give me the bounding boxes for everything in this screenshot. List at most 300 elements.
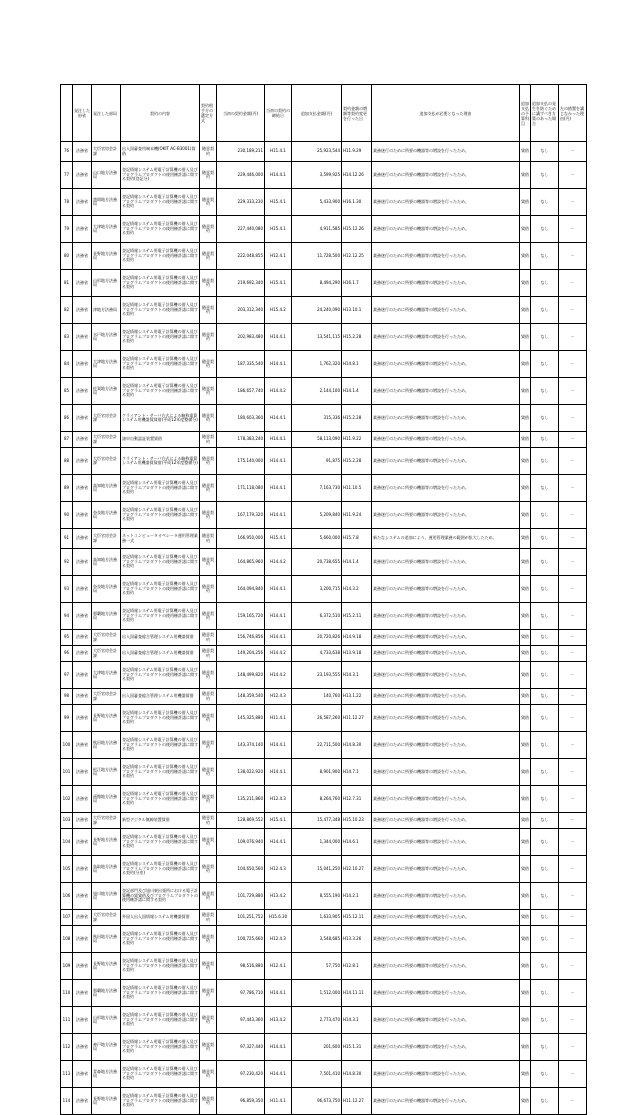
- clause-cell: なし: [531, 646, 559, 662]
- contents-cell: クライアント・サーバ方式による略称電算システム用機器賃貸借(平成12年度整備分): [121, 448, 200, 475]
- orderer-cell: 法務省: [73, 630, 92, 646]
- consider-cell: －: [559, 630, 587, 646]
- method-cell: 随意契約: [200, 189, 217, 216]
- table-row: [61, 405, 587, 432]
- orderer-cell: 法務省: [73, 243, 92, 270]
- method-cell: 随意契約: [200, 646, 217, 662]
- date-cell: H15.6.30: [265, 910, 292, 926]
- clause-cell: なし: [531, 270, 559, 297]
- change-date-cell: H16.1.30: [342, 189, 372, 216]
- office-cell: 長野地方法務局: [92, 243, 121, 270]
- consider-cell: －: [559, 549, 587, 576]
- consider-cell: －: [559, 1034, 587, 1061]
- contents-cell: 登記情報システム用電子計算機の借入及びプログラムプロダクトの使用権許諾に関する契約: [121, 576, 200, 603]
- reason-cell: 業務遂行のために所要の機器等の増設を行ったため。: [372, 953, 520, 980]
- orderer-cell: 法務省: [73, 270, 92, 297]
- table-row: [61, 502, 587, 529]
- clause-cell: なし: [531, 351, 559, 378]
- orderer-cell: 法務省: [73, 689, 92, 705]
- budget-cell: 貸借: [520, 646, 531, 662]
- amount-cell: 164,865,960: [217, 549, 265, 576]
- change-date-cell: H13.3.26: [342, 926, 372, 953]
- consider-cell: －: [559, 926, 587, 953]
- clause-cell: なし: [531, 759, 559, 786]
- amount-cell: 227,440,080: [217, 216, 265, 243]
- table-row: [61, 759, 587, 786]
- date-cell: H14.4.1: [265, 576, 292, 603]
- budget-cell: 貸借: [520, 502, 531, 529]
- consider-cell: －: [559, 646, 587, 662]
- method-cell: 随意契約: [200, 689, 217, 705]
- budget-cell: 貸借: [520, 813, 531, 829]
- contents-cell: 登記情報システム用電子計算機の借入及びプログラムプロダクトの使用権許諾に関する契約: [121, 216, 200, 243]
- orderer-cell: 法務省: [73, 603, 92, 630]
- method-cell: 随意契約: [200, 813, 217, 829]
- change-date-cell: H11.9.29: [342, 142, 372, 162]
- date-cell: H13.4.2: [265, 1007, 292, 1034]
- table-body: [61, 142, 587, 1115]
- add-amount-cell: 22,711,500: [292, 732, 342, 759]
- amount-cell: 128,869,552: [217, 813, 265, 829]
- contents-cell: 登記情報システム用電子計算機の借入及びプログラムプロダクトの使用権許諾に関する契約: [121, 662, 200, 689]
- row-number: 96: [61, 646, 73, 662]
- add-amount-cell: 2,144,100: [292, 378, 342, 405]
- budget-cell: 貸借: [520, 856, 531, 883]
- row-number: 103: [61, 813, 73, 829]
- orderer-cell: 法務省: [73, 1034, 92, 1061]
- orderer-cell: 法務省: [73, 432, 92, 448]
- change-date-cell: H12.7.31: [342, 786, 372, 813]
- change-date-cell: H14.6.1: [342, 829, 372, 856]
- date-cell: H11.4.1: [265, 705, 292, 732]
- contents-cell: 登記情報システム用電子計算機の借入及びプログラムプロダクトの使用権許諾に関する契約: [121, 829, 200, 856]
- table-row: [61, 576, 587, 603]
- budget-cell: 貸借: [520, 216, 531, 243]
- date-cell: H14.4.1: [265, 432, 292, 448]
- reason-cell: 業務遂行のために所要の機器等の増設を行ったため。: [372, 405, 520, 432]
- consider-cell: －: [559, 980, 587, 1007]
- table-row: [61, 1034, 587, 1061]
- change-date-cell: H12.8.1: [342, 953, 372, 980]
- orderer-cell: 法務省: [73, 216, 92, 243]
- table-row: [61, 1088, 587, 1115]
- office-cell: 秋田地方法務局: [92, 732, 121, 759]
- row-number: 93: [61, 576, 73, 603]
- change-date-cell: H13.1.22: [342, 689, 372, 705]
- reason-cell: 業務遂行のために所要の機器等の増設を行ったため。: [372, 786, 520, 813]
- header-reason: 追加支払が必要となった理由: [372, 85, 520, 142]
- clause-cell: なし: [531, 926, 559, 953]
- add-amount-cell: 3,599,925: [292, 162, 342, 189]
- add-amount-cell: 15,041,250: [292, 856, 342, 883]
- change-date-cell: H14.3.2: [342, 576, 372, 603]
- amount-cell: 171,118,080: [217, 475, 265, 502]
- office-cell: 大津地方法務局: [92, 351, 121, 378]
- budget-cell: 貸借: [520, 432, 531, 448]
- amount-cell: 203,312,340: [217, 297, 265, 324]
- row-number: 111: [61, 1007, 73, 1034]
- contents-cell: 登記情報システム用電子計算機の借入及びプログラムプロダクトの使用権許諾に関する契約: [121, 786, 200, 813]
- method-cell: 随意契約: [200, 432, 217, 448]
- reason-cell: 業務遂行のために所要の機器等の増設を行ったため。: [372, 829, 520, 856]
- reason-cell: 業務遂行のために所要の機器等の増設を行ったため。: [372, 1034, 520, 1061]
- table-row: [61, 813, 587, 829]
- table-row: [61, 142, 587, 162]
- amount-cell: 159,165,720: [217, 603, 265, 630]
- date-cell: H12.4.3: [265, 926, 292, 953]
- date-cell: H12.4.3: [265, 689, 292, 705]
- reason-cell: 業務遂行のために所要の機器等の増設を行ったため。: [372, 926, 520, 953]
- budget-cell: 貸借: [520, 603, 531, 630]
- table-row: [61, 378, 587, 405]
- row-number: 101: [61, 759, 73, 786]
- clause-cell: なし: [531, 953, 559, 980]
- method-cell: 随意契約: [200, 378, 217, 405]
- office-cell: 長野地方法務局: [92, 1088, 121, 1115]
- amount-cell: 187,335,540: [217, 351, 265, 378]
- table-row: [61, 926, 587, 953]
- date-cell: H13.4.2: [265, 883, 292, 910]
- row-number: 88: [61, 448, 73, 475]
- add-amount-cell: 1,762,320: [292, 351, 342, 378]
- orderer-cell: 法務省: [73, 549, 92, 576]
- amount-cell: 229,446,000: [217, 162, 265, 189]
- method-cell: 随意契約: [200, 980, 217, 1007]
- add-amount-cell: 315,336: [292, 405, 342, 432]
- consider-cell: －: [559, 324, 587, 351]
- contract-table: [60, 84, 587, 1115]
- clause-cell: なし: [531, 732, 559, 759]
- date-cell: H14.4.1: [265, 980, 292, 1007]
- clause-cell: なし: [531, 142, 559, 162]
- method-cell: 随意契約: [200, 324, 217, 351]
- date-cell: H11.4.1: [265, 1088, 292, 1115]
- consider-cell: －: [559, 1088, 587, 1115]
- add-amount-cell: 6,372,510: [292, 603, 342, 630]
- contents-cell: 登記情報システム用電子計算機の借入及びプログラムプロダクトの使用権許諾に関する契約: [121, 243, 200, 270]
- contents-cell: 登記情報システム用電子計算機の借入及びプログラムプロダクトの使用権許諾に関する契約: [121, 705, 200, 732]
- table-row: [61, 351, 587, 378]
- amount-cell: 166,950,000: [217, 529, 265, 549]
- orderer-cell: 法務省: [73, 980, 92, 1007]
- date-cell: H14.4.1: [265, 759, 292, 786]
- row-number: 100: [61, 732, 73, 759]
- change-date-cell: H13.9.18: [342, 646, 372, 662]
- header-amount: 当初の契約金額(円): [217, 85, 265, 142]
- header-no: [61, 85, 73, 142]
- contents-cell: 登記情報システム用電子計算機の借入及びプログラムプロダクトの使用権許諾に関する契約: [121, 549, 200, 576]
- method-cell: 随意契約: [200, 549, 217, 576]
- amount-cell: 186,657,740: [217, 378, 265, 405]
- contents-cell: 登記情報システム用電子計算機の借入及びプログラムプロダクトの使用権許諾に関する契約: [121, 732, 200, 759]
- orderer-cell: 法務省: [73, 297, 92, 324]
- amount-cell: 97,327,440: [217, 1034, 265, 1061]
- office-cell: 長野地方法務局: [92, 953, 121, 980]
- table-row: [61, 829, 587, 856]
- consider-cell: －: [559, 910, 587, 926]
- consider-cell: －: [559, 662, 587, 689]
- reason-cell: 業務遂行のために所要の機器等の増設を行ったため。: [372, 448, 520, 475]
- row-number: 113: [61, 1061, 73, 1088]
- table-row: [61, 662, 587, 689]
- header-method: 契約相手方の選定方式: [200, 85, 217, 142]
- table-row: [61, 549, 587, 576]
- clause-cell: なし: [531, 216, 559, 243]
- change-date-cell: H14.8.30: [342, 732, 372, 759]
- office-cell: 鳥取地方法務局: [92, 856, 121, 883]
- table-row: [61, 732, 587, 759]
- contents-cell: 登記情報システム用電子計算機の借入及びプログラムプロダクトの使用権許諾に関する契約: [121, 953, 200, 980]
- reason-cell: 業務遂行のために所要の機器等の増設を行ったため。: [372, 297, 520, 324]
- add-amount-cell: 5,433,900: [292, 189, 342, 216]
- office-cell: 大臣官房会計課: [92, 646, 121, 662]
- clause-cell: なし: [531, 980, 559, 1007]
- office-cell: 大臣官房会計課: [92, 689, 121, 705]
- office-cell: 高知地方法務局: [92, 549, 121, 576]
- budget-cell: 貸借: [520, 162, 531, 189]
- amount-cell: 149,204,256: [217, 646, 265, 662]
- office-cell: 大臣官房会計課: [92, 432, 121, 448]
- amount-cell: 219,692,340: [217, 270, 265, 297]
- contents-cell: 出入国審査用端末機(OKIT AC-B3001)賃借: [121, 142, 200, 162]
- change-date-cell: H15.2.28: [342, 405, 372, 432]
- consider-cell: －: [559, 378, 587, 405]
- office-cell: 大臣官房会計課: [92, 529, 121, 549]
- row-number: 87: [61, 432, 73, 448]
- reason-cell: 業務遂行のために所要の機器等の増設を行ったため。: [372, 216, 520, 243]
- method-cell: 随意契約: [200, 405, 217, 432]
- add-amount-cell: 8,494,290: [292, 270, 342, 297]
- office-cell: 大臣官房会計課: [92, 630, 121, 646]
- clause-cell: なし: [531, 630, 559, 646]
- office-cell: 大臣官房会計課: [92, 405, 121, 432]
- change-date-cell: H15.2.28: [342, 448, 372, 475]
- row-number: 83: [61, 324, 73, 351]
- change-date-cell: H12.10.27: [342, 856, 372, 883]
- amount-cell: 180,603,360: [217, 405, 265, 432]
- orderer-cell: 法務省: [73, 162, 92, 189]
- budget-cell: 貸借: [520, 689, 531, 705]
- contents-cell: 諸申自動認証装置賃借: [121, 432, 200, 448]
- orderer-cell: 法務省: [73, 883, 92, 910]
- add-amount-cell: 5,660,000: [292, 529, 342, 549]
- date-cell: H14.4.1: [265, 448, 292, 475]
- method-cell: 随意契約: [200, 910, 217, 926]
- method-cell: 随意契約: [200, 270, 217, 297]
- office-cell: 長野地方法務局: [92, 829, 121, 856]
- amount-cell: 164,094,840: [217, 576, 265, 603]
- orderer-cell: 法務省: [73, 142, 92, 162]
- header-clause: 追加支払の発生を防ぐために講ずべき方策のあった場合: [531, 85, 559, 142]
- header-change-date: 契約金額の増額等契約変更を行った日: [342, 85, 372, 142]
- clause-cell: なし: [531, 662, 559, 689]
- consider-cell: －: [559, 813, 587, 829]
- orderer-cell: 法務省: [73, 829, 92, 856]
- office-cell: 盛岡地方法務局: [92, 189, 121, 216]
- amount-cell: 97,786,710: [217, 980, 265, 1007]
- office-cell: 大臣官房会計課: [92, 910, 121, 926]
- method-cell: 随意契約: [200, 1088, 217, 1115]
- method-cell: 随意契約: [200, 142, 217, 162]
- orderer-cell: 法務省: [73, 189, 92, 216]
- change-date-cell: H15.12.26: [342, 216, 372, 243]
- office-cell: 長野地方法務局: [92, 705, 121, 732]
- row-number: 106: [61, 883, 73, 910]
- table-row: [61, 786, 587, 813]
- amount-cell: 167,179,320: [217, 502, 265, 529]
- clause-cell: なし: [531, 405, 559, 432]
- office-cell: 那覇地方法務局: [92, 980, 121, 1007]
- amount-cell: 101,729,880: [217, 883, 265, 910]
- change-date-cell: H14.8.30: [342, 1061, 372, 1088]
- consider-cell: －: [559, 705, 587, 732]
- contents-cell: 登記情報システム用電子計算機の借入及びプログラムプロダクトの使用権許諾に関する契約: [121, 1034, 200, 1061]
- change-date-cell: H14.1.4: [342, 549, 372, 576]
- consider-cell: －: [559, 759, 587, 786]
- consider-cell: －: [559, 1007, 587, 1034]
- add-amount-cell: 91,875: [292, 448, 342, 475]
- date-cell: H14.4.1: [265, 732, 292, 759]
- change-date-cell: H15.1.31: [342, 1034, 372, 1061]
- reason-cell: 業務遂行のために所要の機器等の増設を行ったため。: [372, 162, 520, 189]
- budget-cell: 貸借: [520, 953, 531, 980]
- amount-cell: 148,499,820: [217, 662, 265, 689]
- reason-cell: 業務遂行のために所要の機器等の増設を行ったため。: [372, 630, 520, 646]
- add-amount-cell: 8,264,760: [292, 786, 342, 813]
- change-date-cell: H12.12.25: [342, 243, 372, 270]
- office-cell: 山形地方法務局: [92, 270, 121, 297]
- consider-cell: －: [559, 856, 587, 883]
- reason-cell: 業務遂行のために所要の機器等の増設を行ったため。: [372, 432, 520, 448]
- contents-cell: 登記情報システム用電子計算機の借入及びプログラムプロダクトの使用権許諾に関する契約: [121, 378, 200, 405]
- consider-cell: －: [559, 603, 587, 630]
- reason-cell: 業務遂行のために所要の機器等の増設を行ったため。: [372, 732, 520, 759]
- header-office: 発注した部局: [92, 85, 121, 142]
- reason-cell: 業務遂行のために所要の機器等の増設を行ったため。: [372, 980, 520, 1007]
- row-number: 90: [61, 502, 73, 529]
- consider-cell: －: [559, 883, 587, 910]
- budget-cell: 貸借: [520, 732, 531, 759]
- orderer-cell: 法務省: [73, 405, 92, 432]
- date-cell: H14.4.1: [265, 405, 292, 432]
- date-cell: H14.4.2: [265, 662, 292, 689]
- add-amount-cell: 20,720,826: [292, 630, 342, 646]
- method-cell: 随意契約: [200, 576, 217, 603]
- method-cell: 随意契約: [200, 529, 217, 549]
- contents-cell: 出入国審査総合管理システム用機器賃借: [121, 689, 200, 705]
- contents-cell: 登記情報システム用電子計算機の借入及びプログラムプロダクトの使用権許諾に関する契約: [121, 475, 200, 502]
- method-cell: 随意契約: [200, 786, 217, 813]
- date-cell: H15.4.1: [265, 529, 292, 549]
- clause-cell: なし: [531, 576, 559, 603]
- row-number: 104: [61, 829, 73, 856]
- contents-cell: 登記部門及び旭川東出張所における電子計算機の賃貸借及びプログラムプロダクトの使用権許諾に関する契約: [121, 883, 200, 910]
- consider-cell: －: [559, 448, 587, 475]
- change-date-cell: H11.9.24: [342, 502, 372, 529]
- method-cell: 随意契約: [200, 759, 217, 786]
- orderer-cell: 法務省: [73, 378, 92, 405]
- amount-cell: 97,443,360: [217, 1007, 265, 1034]
- row-number: 85: [61, 378, 73, 405]
- orderer-cell: 法務省: [73, 910, 92, 926]
- add-amount-cell: 3,548,685: [292, 926, 342, 953]
- method-cell: 随意契約: [200, 630, 217, 646]
- method-cell: 随意契約: [200, 1034, 217, 1061]
- reason-cell: 業務遂行のために所要の機器等の増設を行ったため。: [372, 1088, 520, 1115]
- consider-cell: －: [559, 689, 587, 705]
- add-amount-cell: 1,633,905: [292, 910, 342, 926]
- date-cell: H14.4.1: [265, 603, 292, 630]
- table-row: [61, 448, 587, 475]
- office-cell: 大津地方法務局: [92, 662, 121, 689]
- consider-cell: －: [559, 162, 587, 189]
- clause-cell: なし: [531, 529, 559, 549]
- clause-cell: なし: [531, 813, 559, 829]
- budget-cell: 貸借: [520, 297, 531, 324]
- amount-cell: 109,076,940: [217, 829, 265, 856]
- date-cell: H15.4.1: [265, 813, 292, 829]
- change-date-cell: H15.7.8: [342, 529, 372, 549]
- table-row: [61, 324, 587, 351]
- consider-cell: －: [559, 297, 587, 324]
- reason-cell: 業務遂行のために所要の機器等の増設を行ったため。: [372, 662, 520, 689]
- amount-cell: 145,325,880: [217, 705, 265, 732]
- consider-cell: －: [559, 270, 587, 297]
- header-contents: 契約の内容: [121, 85, 200, 142]
- change-date-cell: H15.10.23: [342, 813, 372, 829]
- clause-cell: なし: [531, 189, 559, 216]
- orderer-cell: 法務省: [73, 1007, 92, 1034]
- budget-cell: 貸借: [520, 448, 531, 475]
- budget-cell: 貸借: [520, 475, 531, 502]
- date-cell: H14.4.1: [265, 351, 292, 378]
- add-amount-cell: 58,113,090: [292, 432, 342, 448]
- amount-cell: 202,983,480: [217, 324, 265, 351]
- contents-cell: 登記情報システム用電子計算機の借入及びプログラムプロダクトの使用権許諾に関する契約(分室): [121, 856, 200, 883]
- budget-cell: 貸借: [520, 351, 531, 378]
- reason-cell: 業務遂行のために所要の機器等の増設を行ったため。: [372, 646, 520, 662]
- amount-cell: 178,383,240: [217, 432, 265, 448]
- amount-cell: 101,251,752: [217, 910, 265, 926]
- clause-cell: なし: [531, 502, 559, 529]
- contents-cell: 登記情報システム用電子計算機の借入及びプログラムプロダクトの使用権許諾に関する契約: [121, 603, 200, 630]
- orderer-cell: 法務省: [73, 926, 92, 953]
- row-number: 79: [61, 216, 73, 243]
- clause-cell: なし: [531, 1007, 559, 1034]
- office-cell: 佐賀地方法務局: [92, 378, 121, 405]
- contents-cell: 外国人出入国情報システム用機器賃借: [121, 910, 200, 926]
- change-date-cell: H15.12.11: [342, 910, 372, 926]
- contents-cell: 登記情報システム用電子計算機の借入及びプログラムプロダクトの使用権許諾に関する契約: [121, 351, 200, 378]
- contents-cell: 登記情報システム用電子計算機の借入及びプログラムプロダクトの使用権許諾に関する契約: [121, 759, 200, 786]
- date-cell: H15.4.1: [265, 189, 292, 216]
- amount-cell: 175,140,000: [217, 448, 265, 475]
- clause-cell: なし: [531, 432, 559, 448]
- office-cell: 大臣官房会計課: [92, 448, 121, 475]
- orderer-cell: 法務省: [73, 732, 92, 759]
- add-amount-cell: 8,901,900: [292, 759, 342, 786]
- reason-cell: 業務遂行のために所要の機器等の増設を行ったため。: [372, 856, 520, 883]
- reason-cell: 業務遂行のために所要の機器等の増設を行ったため。: [372, 1007, 520, 1034]
- budget-cell: 貸借: [520, 786, 531, 813]
- clause-cell: なし: [531, 378, 559, 405]
- clause-cell: なし: [531, 829, 559, 856]
- date-cell: H14.4.2: [265, 378, 292, 405]
- clause-cell: なし: [531, 475, 559, 502]
- consider-cell: －: [559, 732, 587, 759]
- row-number: 91: [61, 529, 73, 549]
- contents-cell: 登記情報システム用電子計算機の借入及びプログラムプロダクトの使用権許諾に関する契約: [121, 297, 200, 324]
